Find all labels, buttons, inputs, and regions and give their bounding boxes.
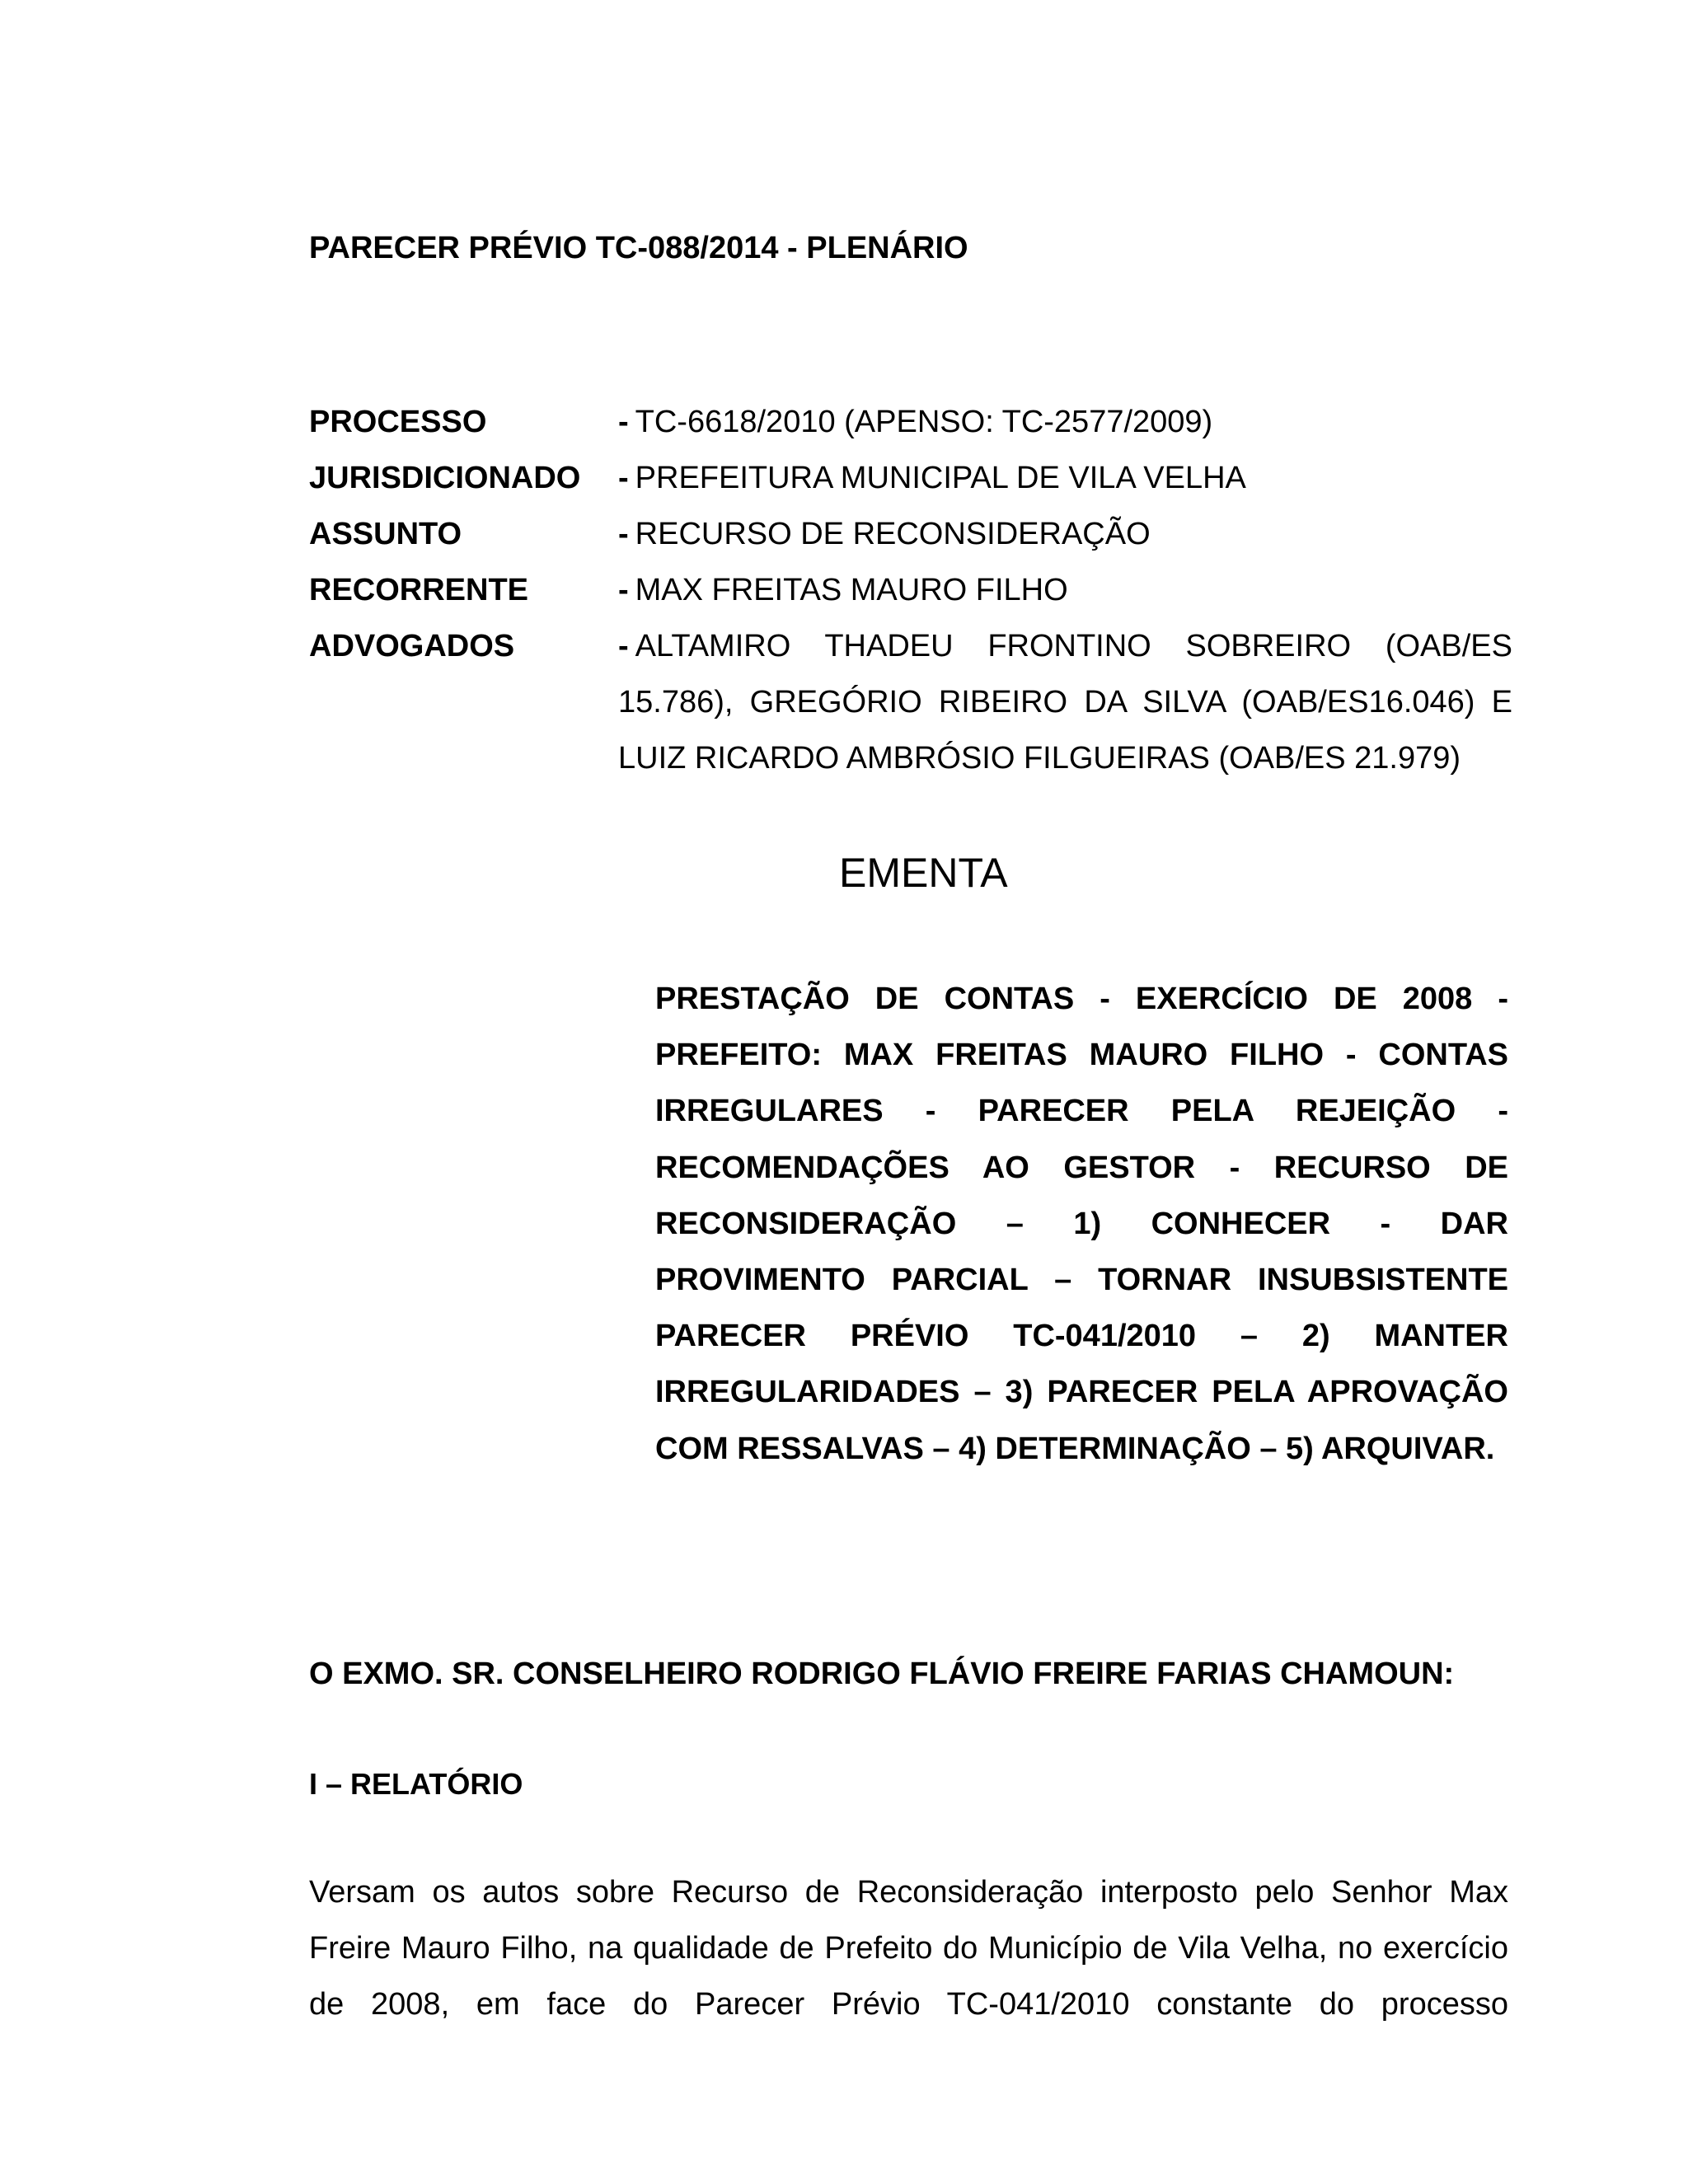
meta-row-jurisdicionado bbox=[309, 450, 1512, 506]
speaker-line: O EXMO. SR. CONSELHEIRO RODRIGO FLÁVIO FREIRE FARIAS CHAMOUN: bbox=[309, 1657, 1455, 1691]
meta-row-recorrente bbox=[309, 562, 1512, 618]
meta-separator: - bbox=[618, 405, 629, 439]
meta-value-text: ALTAMIRO THADEU FRONTINO SOBREIRO (OAB/ES 15.786), GREGÓRIO RIBEIRO DA SILVA (OAB/ES16.046) E LUIZ RICARDO AMBRÓSIO FILGUEIRAS (OAB/ES 21.979) bbox=[618, 629, 1512, 776]
meta-separator: - bbox=[618, 517, 629, 551]
body-paragraph: Versam os autos sobre Recurso de Reconsideração interposto pelo Senhor Max Freire Mauro Filho, na qualidade de Prefeito do Município de Vila Velha, no exercício de 2008, em face do Parecer Prévio TC-041/2010 constante do processo bbox=[309, 1875, 1508, 2022]
meta-label: JURISDICIONADO bbox=[309, 461, 581, 495]
meta-value-text: TC-6618/2010 (APENSO: TC-2577/2009) bbox=[635, 405, 1213, 439]
meta-label: RECORRENTE bbox=[309, 573, 529, 607]
meta-label: PROCESSO bbox=[309, 405, 487, 439]
process-metadata bbox=[309, 394, 1512, 786]
meta-value bbox=[618, 562, 1512, 618]
meta-label: ASSUNTO bbox=[309, 517, 462, 551]
meta-value-text: MAX FREITAS MAURO FILHO bbox=[635, 573, 1068, 607]
meta-value bbox=[618, 506, 1512, 562]
meta-row-processo bbox=[309, 394, 1512, 450]
ementa-text: PRESTAÇÃO DE CONTAS - EXERCÍCIO DE 2008 - PREFEITO: MAX FREITAS MAURO FILHO - CONTAS IRREGULARES - PARECER PELA REJEIÇÃO - RECOMENDAÇÕES AO GESTOR - RECURSO DE RECONSIDERAÇÃO – 1) CONHECER - DAR PROVIMENTO PARCIAL – TORNAR INSUBSISTENTE PARECER PRÉVIO TC-041/2010 – 2) MANTER IRREGULARIDADES – 3) PARECER PELA APROVAÇÃO COM RESSALVAS – 4) DETERMINAÇÃO – 5) ARQUIVAR. bbox=[655, 982, 1508, 1466]
meta-separator: - bbox=[618, 573, 629, 607]
section-heading: I – RELATÓRIO bbox=[309, 1767, 523, 1801]
meta-separator: - bbox=[618, 461, 629, 495]
meta-value-text: PREFEITURA MUNICIPAL DE VILA VELHA bbox=[635, 461, 1246, 495]
meta-separator: - bbox=[618, 629, 629, 663]
document-title: PARECER PRÉVIO TC-088/2014 - PLENÁRIO bbox=[309, 231, 968, 265]
meta-row-assunto bbox=[309, 506, 1512, 562]
meta-label: ADVOGADOS bbox=[309, 629, 515, 663]
meta-value bbox=[618, 394, 1512, 450]
ementa-heading: EMENTA bbox=[839, 850, 1008, 896]
meta-value bbox=[618, 450, 1512, 506]
meta-value-text: RECURSO DE RECONSIDERAÇÃO bbox=[635, 517, 1151, 551]
meta-row-advogados bbox=[309, 618, 1512, 786]
meta-value bbox=[618, 618, 1512, 786]
